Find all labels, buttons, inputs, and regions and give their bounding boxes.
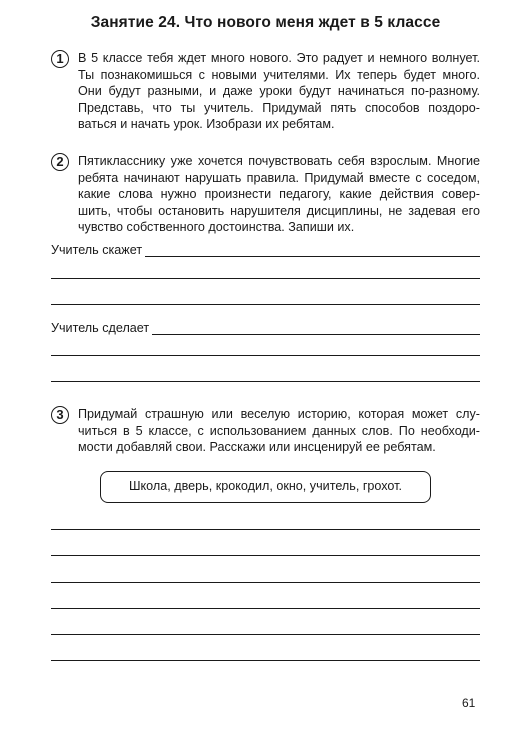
answer-line[interactable]: [51, 304, 480, 305]
teacher-says-line[interactable]: [145, 244, 480, 257]
task-2-line: чувство собственного достоинства. Запиши их.: [78, 220, 355, 235]
answer-line[interactable]: [51, 529, 480, 530]
task-1-line: ваться и начать урок. Изобрази их ребятам.: [78, 117, 335, 132]
task-3-text: [78, 406, 480, 456]
task-2-line: Пятикласснику уже хочется почувствовать себя взрослым. Многие: [78, 154, 480, 168]
task-1-line: В 5 классе тебя ждет много нового. Это радует и немного волнует.: [78, 51, 480, 65]
task-2-line: ребята начинают нарушать правила. Придумай вместе с соседом,: [78, 170, 480, 185]
task-3-line: читься в 5 классе, с использованием данных слов. По необходи-: [78, 423, 480, 438]
answer-line[interactable]: [51, 634, 480, 635]
teacher-does-line[interactable]: [152, 322, 480, 335]
teacher-says-label: Учитель скажет: [51, 243, 143, 257]
teacher-does-field[interactable]: [51, 319, 480, 335]
task-2-text: [78, 153, 480, 236]
answer-line[interactable]: [51, 381, 480, 382]
answer-line[interactable]: [51, 278, 480, 279]
teacher-says-field[interactable]: [51, 241, 480, 257]
word-list-box: Школа, дверь, крокодил, окно, учитель, грохот.: [100, 471, 431, 503]
task-3-line: Придумай страшную или веселую историю, которая может слу-: [78, 407, 480, 421]
page-title: Занятие 24. Что нового меня ждет в 5 классе: [90, 14, 441, 31]
answer-line[interactable]: [51, 608, 480, 609]
task-1-line: Они будут разными, и даже уроки будут начинаться по-разному.: [78, 84, 480, 99]
task-1-text: [78, 50, 480, 133]
page-number: 61: [462, 696, 476, 710]
task-2-line: какие слова нужно произнести педагогу, какие действия совер-: [78, 187, 480, 202]
answer-line[interactable]: [51, 660, 480, 661]
task-2-number-badge: 2: [51, 153, 69, 171]
teacher-does-label: Учитель сделает: [51, 321, 150, 335]
answer-line[interactable]: [51, 555, 480, 556]
task-1-line: Ты познакомишься с новыми учителями. Их теперь будет много.: [78, 67, 480, 82]
answer-line[interactable]: [51, 355, 480, 356]
task-3-number-badge: 3: [51, 406, 69, 424]
task-1-number-badge: 1: [51, 50, 69, 68]
task-1-line: Представь, что ты учитель. Придумай пять способов поздоро-: [78, 100, 480, 115]
task-2-line: шить, чтобы остановить нарушителя дисциплины, не задевая его: [78, 203, 480, 218]
task-3-line: мости добавляй свои. Расскажи или инсценируй ее ребятам.: [78, 440, 436, 455]
answer-line[interactable]: [51, 582, 480, 583]
